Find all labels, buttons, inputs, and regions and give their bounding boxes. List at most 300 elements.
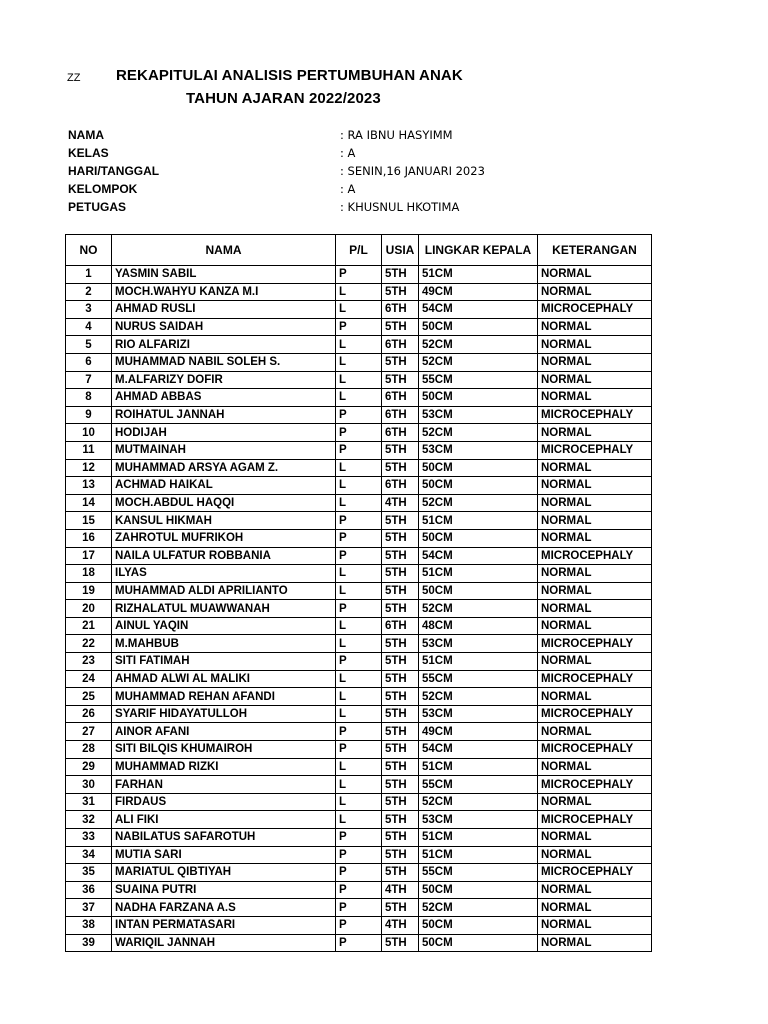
cell-no: 25 [66,688,112,706]
cell-lingkar-kepala: 50CM [419,318,538,336]
cell-keterangan: NORMAL [538,318,652,336]
cell-lingkar-kepala: 51CM [419,266,538,284]
cell-lingkar-kepala: 51CM [419,565,538,583]
cell-no: 1 [66,266,112,284]
cell-keterangan: NORMAL [538,389,652,407]
column-header: KETERANGAN [538,235,652,266]
cell-nama: MUHAMMAD ALDI APRILIANTO [112,582,336,600]
cell-no: 17 [66,547,112,565]
cell-lingkar-kepala: 53CM [419,635,538,653]
column-header: P/L [336,235,382,266]
cell-keterangan: MICROCEPHALY [538,441,652,459]
cell-usia: 5TH [382,266,419,284]
cell-nama: MUTIA SARI [112,846,336,864]
cell-nama: MUHAMMAD RIZKI [112,758,336,776]
cell-usia: 5TH [382,829,419,847]
cell-lingkar-kepala: 53CM [419,406,538,424]
cell-no: 37 [66,899,112,917]
cell-pl: P [336,406,382,424]
cell-pl: P [336,512,382,530]
cell-nama: ROIHATUL JANNAH [112,406,336,424]
cell-keterangan: MICROCEPHALY [538,670,652,688]
cell-usia: 5TH [382,283,419,301]
cell-lingkar-kepala: 54CM [419,547,538,565]
cell-nama: MUHAMMAD ARSYA AGAM Z. [112,459,336,477]
cell-nama: FARHAN [112,776,336,794]
table-row [66,389,652,407]
cell-lingkar-kepala: 50CM [419,916,538,934]
cell-pl: P [336,916,382,934]
table-row [66,811,652,829]
cell-lingkar-kepala: 51CM [419,829,538,847]
cell-keterangan: MICROCEPHALY [538,547,652,565]
cell-lingkar-kepala: 50CM [419,934,538,952]
cell-usia: 5TH [382,547,419,565]
table-row [66,477,652,495]
cell-usia: 5TH [382,582,419,600]
cell-lingkar-kepala: 54CM [419,301,538,319]
cell-keterangan: NORMAL [538,793,652,811]
cell-keterangan: MICROCEPHALY [538,776,652,794]
table-row [66,670,652,688]
cell-usia: 5TH [382,776,419,794]
info-row [68,182,588,200]
cell-nama: AHMAD ABBAS [112,389,336,407]
cell-lingkar-kepala: 52CM [419,688,538,706]
cell-usia: 6TH [382,336,419,354]
cell-nama: MOCH.ABDUL HAQQI [112,494,336,512]
table-row [66,406,652,424]
cell-nama: ALI FIKI [112,811,336,829]
cell-pl: L [336,371,382,389]
info-block [68,128,588,218]
info-row [68,164,588,182]
cell-no: 33 [66,829,112,847]
cell-pl: L [336,793,382,811]
table-row [66,688,652,706]
table-row [66,424,652,442]
cell-usia: 5TH [382,811,419,829]
cell-keterangan: NORMAL [538,512,652,530]
cell-lingkar-kepala: 52CM [419,899,538,917]
cell-usia: 5TH [382,705,419,723]
cell-lingkar-kepala: 52CM [419,424,538,442]
cell-no: 31 [66,793,112,811]
cell-lingkar-kepala: 50CM [419,582,538,600]
cell-lingkar-kepala: 55CM [419,670,538,688]
table-row [66,758,652,776]
cell-no: 28 [66,741,112,759]
cell-no: 23 [66,653,112,671]
table-row [66,301,652,319]
cell-pl: L [336,301,382,319]
cell-lingkar-kepala: 53CM [419,441,538,459]
info-row [68,200,588,218]
data-table [65,234,652,952]
cell-no: 24 [66,670,112,688]
table-row [66,318,652,336]
table-row [66,353,652,371]
table-row [66,899,652,917]
cell-pl: P [336,424,382,442]
cell-pl: P [336,441,382,459]
cell-pl: L [336,459,382,477]
cell-pl: L [336,477,382,495]
table-header-row [66,235,652,266]
cell-nama: MUHAMMAD REHAN AFANDI [112,688,336,706]
cell-nama: HODIJAH [112,424,336,442]
table-row [66,494,652,512]
cell-nama: MUTMAINAH [112,441,336,459]
cell-keterangan: NORMAL [538,283,652,301]
table-row [66,547,652,565]
cell-lingkar-kepala: 55CM [419,864,538,882]
cell-nama: ILYAS [112,565,336,583]
cell-lingkar-kepala: 51CM [419,653,538,671]
info-value: : A [340,182,355,196]
cell-keterangan: NORMAL [538,617,652,635]
cell-usia: 5TH [382,529,419,547]
cell-keterangan: NORMAL [538,688,652,706]
cell-nama: RIO ALFARIZI [112,336,336,354]
cell-keterangan: NORMAL [538,899,652,917]
cell-nama: NABILATUS SAFAROTUH [112,829,336,847]
cell-keterangan: NORMAL [538,881,652,899]
cell-usia: 5TH [382,688,419,706]
cell-lingkar-kepala: 53CM [419,705,538,723]
info-row [68,128,588,146]
table-row [66,723,652,741]
cell-keterangan: NORMAL [538,565,652,583]
cell-no: 10 [66,424,112,442]
cell-usia: 6TH [382,406,419,424]
cell-pl: L [336,776,382,794]
table-row [66,881,652,899]
table-row [66,565,652,583]
cell-keterangan: NORMAL [538,336,652,354]
cell-pl: L [336,389,382,407]
cell-nama: ZAHROTUL MUFRIKOH [112,529,336,547]
cell-usia: 5TH [382,793,419,811]
cell-pl: L [336,617,382,635]
cell-usia: 5TH [382,371,419,389]
cell-keterangan: NORMAL [538,494,652,512]
cell-nama: YASMIN SABIL [112,266,336,284]
cell-usia: 5TH [382,758,419,776]
column-header: NO [66,235,112,266]
cell-lingkar-kepala: 50CM [419,477,538,495]
cell-no: 22 [66,635,112,653]
cell-keterangan: MICROCEPHALY [538,811,652,829]
cell-pl: L [336,353,382,371]
table-row [66,336,652,354]
cell-lingkar-kepala: 52CM [419,600,538,618]
cell-pl: L [336,565,382,583]
cell-nama: NURUS SAIDAH [112,318,336,336]
cell-lingkar-kepala: 52CM [419,793,538,811]
cell-nama: AHMAD ALWI AL MALIKI [112,670,336,688]
cell-lingkar-kepala: 49CM [419,283,538,301]
cell-pl: P [336,829,382,847]
cell-lingkar-kepala: 50CM [419,389,538,407]
cell-usia: 6TH [382,424,419,442]
info-label: KELOMPOK [68,182,138,196]
cell-nama: M.MAHBUB [112,635,336,653]
cell-no: 27 [66,723,112,741]
cell-usia: 5TH [382,653,419,671]
cell-nama: NAILA ULFATUR ROBBANIA [112,547,336,565]
cell-no: 9 [66,406,112,424]
cell-no: 36 [66,881,112,899]
cell-no: 29 [66,758,112,776]
cell-pl: P [336,600,382,618]
cell-nama: MOCH.WAHYU KANZA M.I [112,283,336,301]
cell-nama: SUAINA PUTRI [112,881,336,899]
cell-nama: ACHMAD HAIKAL [112,477,336,495]
cell-keterangan: NORMAL [538,582,652,600]
cell-pl: L [336,582,382,600]
cell-no: 6 [66,353,112,371]
cell-no: 21 [66,617,112,635]
cell-pl: P [336,899,382,917]
table-row [66,864,652,882]
table-row [66,283,652,301]
info-label: NAMA [68,128,104,142]
cell-usia: 6TH [382,477,419,495]
info-value: : KHUSNUL HKOTIMA [340,200,459,214]
cell-nama: AINUL YAQIN [112,617,336,635]
document-title: REKAPITULAI ANALISIS PERTUMBUHAN ANAK [116,67,463,84]
cell-keterangan: MICROCEPHALY [538,635,652,653]
cell-keterangan: NORMAL [538,529,652,547]
cell-no: 30 [66,776,112,794]
table-row [66,846,652,864]
cell-keterangan: MICROCEPHALY [538,406,652,424]
cell-nama: M.ALFARIZY DOFIR [112,371,336,389]
cell-pl: L [336,705,382,723]
cell-lingkar-kepala: 52CM [419,353,538,371]
cell-lingkar-kepala: 49CM [419,723,538,741]
cell-pl: L [336,811,382,829]
cell-lingkar-kepala: 51CM [419,758,538,776]
cell-pl: L [336,758,382,776]
cell-no: 26 [66,705,112,723]
cell-usia: 5TH [382,899,419,917]
cell-pl: P [336,547,382,565]
cell-no: 38 [66,916,112,934]
column-header: USIA [382,235,419,266]
cell-keterangan: MICROCEPHALY [538,705,652,723]
cell-no: 39 [66,934,112,952]
cell-keterangan: MICROCEPHALY [538,864,652,882]
cell-nama: WARIQIL JANNAH [112,934,336,952]
cell-lingkar-kepala: 52CM [419,336,538,354]
cell-usia: 5TH [382,318,419,336]
cell-lingkar-kepala: 50CM [419,529,538,547]
cell-nama: FIRDAUS [112,793,336,811]
table-row [66,266,652,284]
cell-pl: P [336,266,382,284]
cell-lingkar-kepala: 52CM [419,494,538,512]
cell-no: 7 [66,371,112,389]
cell-pl: P [336,653,382,671]
column-header: NAMA [112,235,336,266]
cell-keterangan: NORMAL [538,371,652,389]
cell-lingkar-kepala: 55CM [419,371,538,389]
cell-pl: P [336,723,382,741]
cell-usia: 6TH [382,301,419,319]
cell-pl: P [336,318,382,336]
info-label: KELAS [68,146,109,160]
table-row [66,371,652,389]
cell-pl: L [336,283,382,301]
cell-no: 16 [66,529,112,547]
cell-nama: MUHAMMAD NABIL SOLEH S. [112,353,336,371]
table-row [66,617,652,635]
table-row [66,635,652,653]
cell-no: 2 [66,283,112,301]
table-row [66,600,652,618]
cell-usia: 4TH [382,881,419,899]
cell-keterangan: MICROCEPHALY [538,741,652,759]
cell-no: 18 [66,565,112,583]
table-row [66,459,652,477]
cell-usia: 5TH [382,353,419,371]
cell-nama: INTAN PERMATASARI [112,916,336,934]
info-label: PETUGAS [68,200,127,214]
cell-keterangan: NORMAL [538,758,652,776]
cell-nama: AINOR AFANI [112,723,336,741]
cell-pl: L [336,688,382,706]
cell-usia: 5TH [382,459,419,477]
table-row [66,582,652,600]
column-header: LINGKAR KEPALA [419,235,538,266]
cell-nama: MARIATUL QIBTIYAH [112,864,336,882]
table-row [66,441,652,459]
cell-keterangan: NORMAL [538,916,652,934]
cell-no: 15 [66,512,112,530]
cell-pl: P [336,881,382,899]
cell-usia: 5TH [382,864,419,882]
cell-usia: 5TH [382,565,419,583]
cell-lingkar-kepala: 48CM [419,617,538,635]
cell-keterangan: MICROCEPHALY [538,301,652,319]
table-row [66,916,652,934]
cell-usia: 5TH [382,635,419,653]
cell-keterangan: NORMAL [538,846,652,864]
cell-lingkar-kepala: 50CM [419,881,538,899]
cell-lingkar-kepala: 51CM [419,512,538,530]
table-row [66,934,652,952]
table-row [66,705,652,723]
cell-lingkar-kepala: 50CM [419,459,538,477]
cell-lingkar-kepala: 51CM [419,846,538,864]
cell-no: 19 [66,582,112,600]
cell-lingkar-kepala: 54CM [419,741,538,759]
cell-pl: L [336,670,382,688]
cell-keterangan: NORMAL [538,653,652,671]
table-row [66,653,652,671]
info-label: HARI/TANGGAL [68,164,160,178]
cell-pl: L [336,635,382,653]
cell-keterangan: NORMAL [538,353,652,371]
cell-no: 5 [66,336,112,354]
cell-nama: NADHA FARZANA A.S [112,899,336,917]
cell-usia: 5TH [382,441,419,459]
cell-keterangan: NORMAL [538,459,652,477]
cell-usia: 5TH [382,846,419,864]
table-row [66,793,652,811]
cell-no: 13 [66,477,112,495]
table-row [66,776,652,794]
cell-no: 11 [66,441,112,459]
table-row [66,829,652,847]
cell-no: 12 [66,459,112,477]
info-value: : RA IBNU HASYIMM [340,128,453,142]
cell-pl: L [336,336,382,354]
cell-pl: P [336,846,382,864]
cell-keterangan: NORMAL [538,934,652,952]
cell-no: 14 [66,494,112,512]
table-row [66,741,652,759]
cell-lingkar-kepala: 53CM [419,811,538,829]
cell-no: 34 [66,846,112,864]
cell-keterangan: NORMAL [538,829,652,847]
cell-keterangan: NORMAL [538,477,652,495]
cell-usia: 6TH [382,617,419,635]
cell-no: 4 [66,318,112,336]
cell-usia: 4TH [382,494,419,512]
cell-pl: P [336,741,382,759]
cell-nama: SYARIF HIDAYATULLOH [112,705,336,723]
cell-keterangan: NORMAL [538,600,652,618]
cell-keterangan: NORMAL [538,424,652,442]
cell-usia: 5TH [382,512,419,530]
cell-no: 3 [66,301,112,319]
table-row [66,512,652,530]
cell-no: 35 [66,864,112,882]
cell-nama: RIZHALATUL MUAWWANAH [112,600,336,618]
cell-keterangan: NORMAL [538,266,652,284]
cell-no: 32 [66,811,112,829]
cell-pl: P [336,864,382,882]
cell-pl: P [336,934,382,952]
cell-nama: SITI FATIMAH [112,653,336,671]
cell-nama: KANSUL HIKMAH [112,512,336,530]
cell-usia: 6TH [382,389,419,407]
cell-no: 8 [66,389,112,407]
cell-pl: P [336,529,382,547]
info-row [68,146,588,164]
cell-pl: L [336,494,382,512]
info-value: : SENIN,16 JANUARI 2023 [340,164,485,178]
cell-nama: SITI BILQIS KHUMAIROH [112,741,336,759]
cell-usia: 5TH [382,670,419,688]
document-code: ZZ [67,72,81,84]
cell-usia: 4TH [382,916,419,934]
table-row [66,529,652,547]
cell-nama: AHMAD RUSLI [112,301,336,319]
cell-usia: 5TH [382,934,419,952]
cell-usia: 5TH [382,723,419,741]
info-value: : A [340,146,355,160]
cell-keterangan: NORMAL [538,723,652,741]
cell-no: 20 [66,600,112,618]
cell-usia: 5TH [382,600,419,618]
cell-usia: 5TH [382,741,419,759]
document-subtitle: TAHUN AJARAN 2022/2023 [186,90,381,107]
cell-lingkar-kepala: 55CM [419,776,538,794]
